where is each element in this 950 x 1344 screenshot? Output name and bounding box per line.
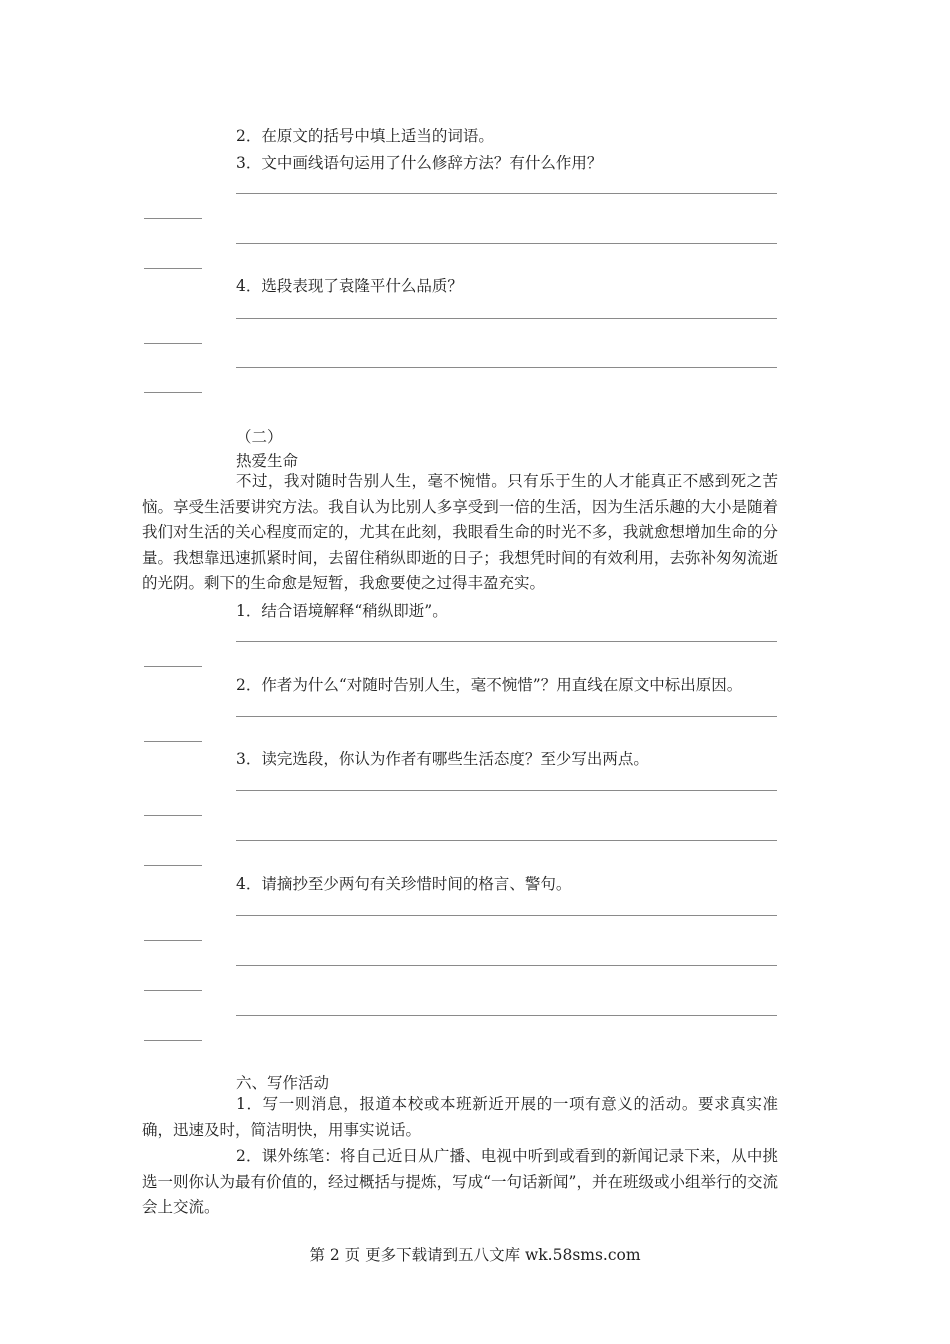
writing-item-1 (142, 1092, 778, 1143)
question-4: 4．选段表现了袁隆平什么品质？ (236, 277, 463, 295)
answer-line-end (144, 268, 202, 269)
answer-line[interactable] (236, 965, 777, 966)
answer-line-end (144, 1040, 202, 1041)
answer-line[interactable] (236, 367, 777, 368)
writing-item-2 (142, 1144, 778, 1221)
question-4: 4．请摘抄至少两句有关珍惜时间的格言、警句。 (236, 875, 572, 893)
answer-line-end (144, 343, 202, 344)
passage-text: 不过，我对随时告别人生，毫不惋惜。只有乐于生的人才能真正不感到死之苦恼。享受生活要讲究方法。我自认为比别人多享受到一倍的生活，因为生活乐趣的大小是随着我们对生活的关心程度而定的，尤其在此刻，我眼看生命的时光不多，我就愈想增加生命的分量。我想靠迅速抓紧时间，去留住稍纵即逝的日子；我想凭时间的有效利用，去弥补匆匆流逝的光阴。剩下的生命愈是短暂，我愈要使之过得丰盈充实。 (142, 472, 778, 593)
passage (142, 469, 778, 597)
answer-line[interactable] (236, 790, 777, 791)
answer-line-end (144, 741, 202, 742)
question-1: 1．结合语境解释“稍纵即逝”。 (236, 602, 448, 620)
writing-item-1-text: 1．写一则消息，报道本校或本班新近开展的一项有意义的活动。要求真实准确，迅速及时，简洁明快，用事实说话。 (142, 1095, 778, 1139)
answer-line[interactable] (236, 1015, 777, 1016)
answer-line-end (144, 940, 202, 941)
passage-title: 热爱生命 (236, 452, 299, 470)
question-2: 2．作者为什么“对随时告别人生，毫不惋惜”？用直线在原文中标出原因。 (236, 676, 743, 694)
answer-line[interactable] (236, 915, 777, 916)
answer-line[interactable] (236, 318, 777, 319)
answer-line-end (144, 218, 202, 219)
question-2: 2．在原文的括号中填上适当的词语。 (236, 127, 494, 145)
answer-line-end (144, 990, 202, 991)
answer-line[interactable] (236, 641, 777, 642)
question-3: 3．文中画线语句运用了什么修辞方法？有什么作用？ (236, 154, 603, 172)
page-footer: 第 2 页 更多下载请到五八文库 wk.58sms.com (309, 1246, 641, 1264)
writing-item-2-text: 2．课外练笔：将自己近日从广播、电视中听到或看到的新闻记录下来，从中挑选一则你认为最有价值的，经过概括与提炼，写成“一句话新闻”，并在班级或小组举行的交流会上交流。 (142, 1147, 778, 1217)
answer-line-end (144, 865, 202, 866)
answer-line[interactable] (236, 193, 777, 194)
answer-line[interactable] (236, 243, 777, 244)
answer-line-end (144, 815, 202, 816)
section-number: （二） (236, 428, 283, 446)
answer-line[interactable] (236, 840, 777, 841)
answer-line-end (144, 666, 202, 667)
section-heading: 六、写作活动 (236, 1074, 330, 1092)
answer-line-end (144, 392, 202, 393)
answer-line[interactable] (236, 716, 777, 717)
question-3: 3．读完选段，你认为作者有哪些生活态度？至少写出两点。 (236, 750, 649, 768)
